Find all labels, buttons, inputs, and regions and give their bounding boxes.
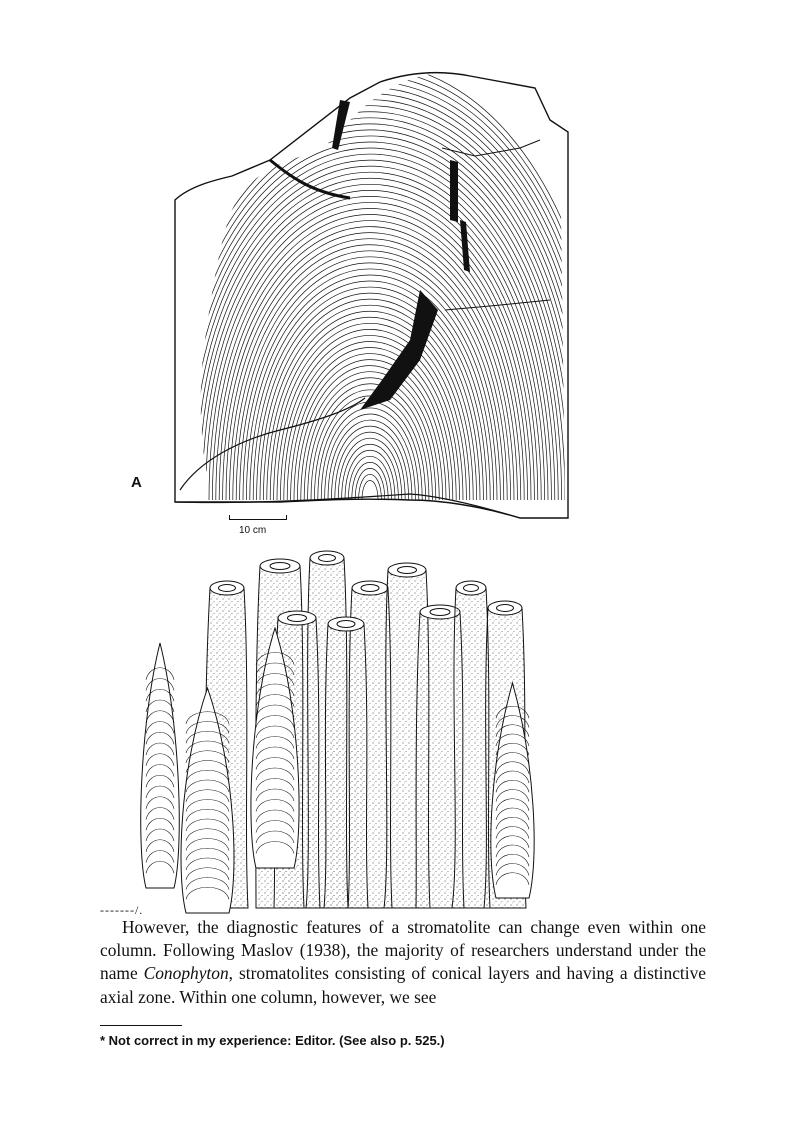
body-paragraph: [100, 916, 706, 1009]
page-fragment: -------/.: [100, 903, 144, 917]
scale-bar-line: [229, 519, 287, 520]
scale-bar-label: 10 cm: [239, 525, 267, 536]
paragraph-text-2: , stromatolites consisting of conical layers and having a distinctive axial zone. Within one column, however, we see: [100, 963, 706, 1007]
footnote-rule: [100, 1025, 182, 1026]
taxon-name: Conophyton: [143, 963, 229, 984]
figure-a-stromatolite-section: [120, 60, 590, 540]
paragraph-text-1: However, the diagnostic features of a stromatolite can change even within one column. Following Maslov (1938), the majority of researchers understand under the name: [100, 917, 706, 984]
footnote: * Not correct in my experience: Editor. (See also p. 525.): [100, 1033, 445, 1048]
panel-label-a: A: [131, 474, 142, 491]
figure-b-stromatolite-columns: [120, 538, 550, 918]
